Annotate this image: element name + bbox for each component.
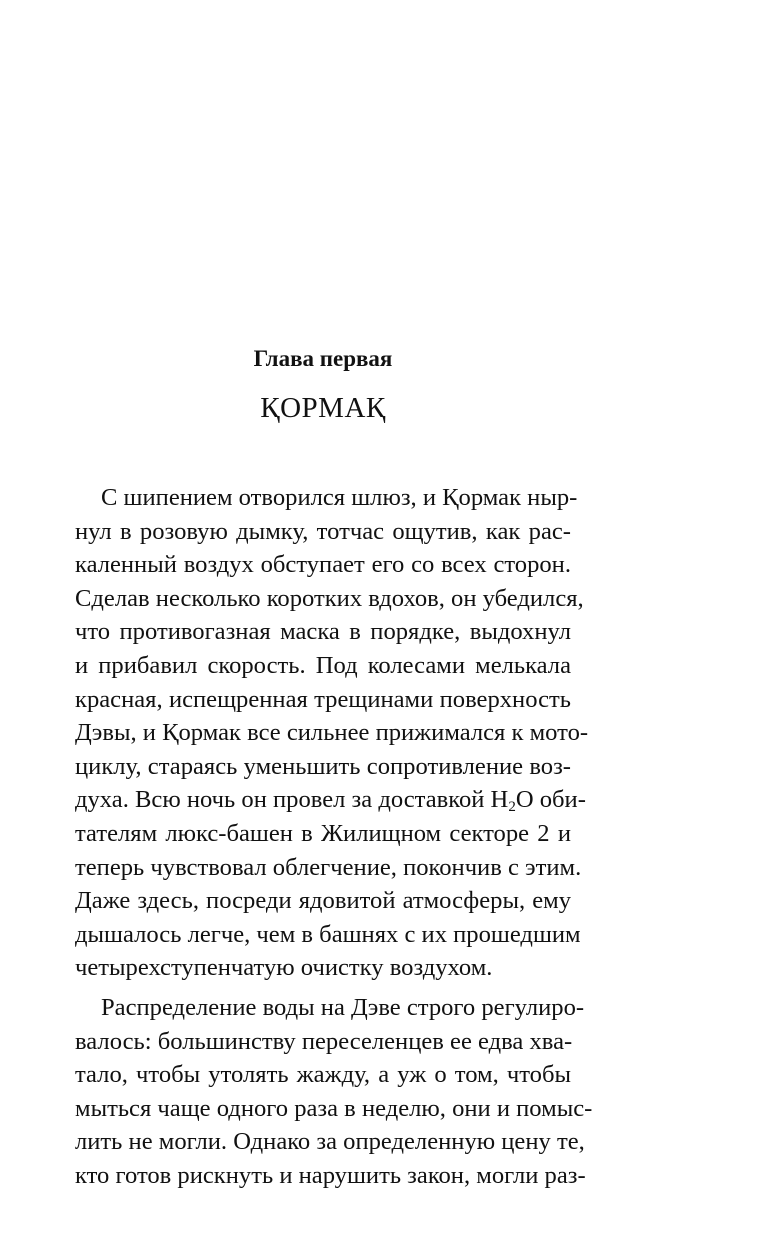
chapter-title: ҚОРМАҚ (260, 392, 386, 424)
text-line: С шипением отворился шлюз, и Қормак ныр- (101, 484, 578, 511)
text-line: валось: большинству переселенцев ее едва хва- (75, 1027, 573, 1055)
text-line: лить не могли. Однако за определенную цену те, (75, 1128, 585, 1156)
text-line: четырехступенчатую очистку воздухом. (75, 954, 493, 982)
text-line: и прибавил скорость. Под колесами мелькала (75, 651, 571, 679)
text-line: циклу, стараясь уменьшить сопротивление воз- (75, 752, 571, 780)
text-line: дышалось легче, чем в башнях с их прошедшим (75, 920, 581, 948)
text-line: что противогазная маска в порядке, выдохнул (75, 618, 571, 646)
body-text (75, 481, 593, 1192)
formula-subscript: 2 (508, 799, 516, 816)
formula-post: O оби- (515, 786, 586, 814)
text-line: нул в розовую дымку, тотчас ощутив, как рас- (75, 517, 571, 545)
text-line: Сделав несколько коротких вдохов, он убедился, (75, 584, 584, 612)
text-line: тателям люкс-башен в Жилищном секторе 2 и (75, 819, 571, 847)
text-line: каленный воздух обступает его со всех сторон. (75, 551, 571, 579)
chapter-label: Глава первая (253, 346, 393, 371)
text-line: Распределение воды на Дэве строго регулиро- (101, 993, 585, 1021)
text-line: кто готов рискнуть и нарушить закон, могли раз- (75, 1161, 586, 1189)
text-line: Дэвы, и Қормак все сильнее прижимался к мото- (75, 719, 589, 747)
text-line: красная, испещренная трещинами поверхность (75, 685, 571, 713)
text-line: теперь чувствовал облегчение, покончив с этим. (75, 853, 582, 881)
text-line: тало, чтобы утолять жажду, а уж о том, чтобы (75, 1061, 571, 1089)
formula-pre: духа. Всю ночь он провел за доставкой H (75, 786, 509, 814)
text-line-with-formula (75, 783, 586, 817)
text-line: мыться чаще одного раза в неделю, они и помыс- (75, 1094, 593, 1122)
text-line: Даже здесь, посреди ядовитой атмосферы, ему (75, 887, 571, 915)
